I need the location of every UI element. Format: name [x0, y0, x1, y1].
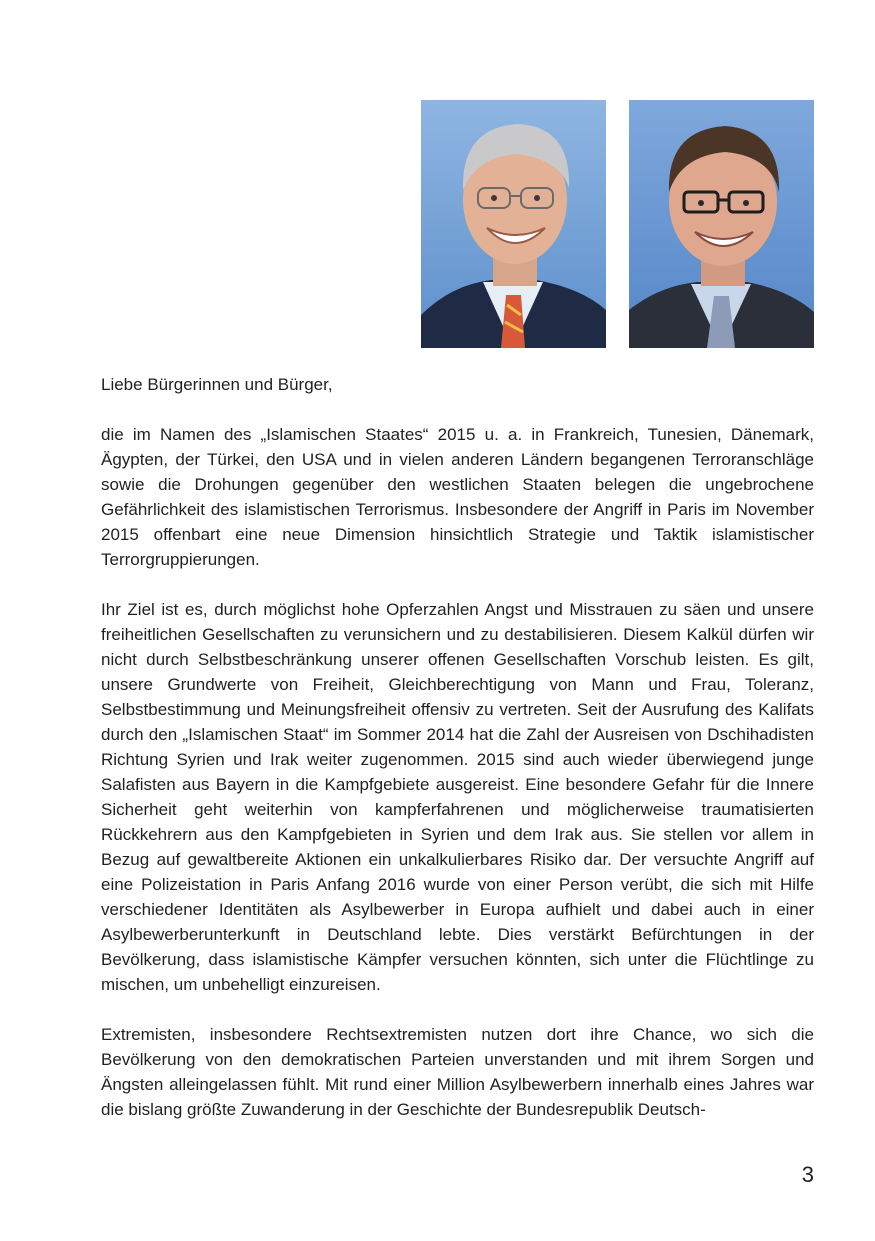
- letter-paragraph-1: die im Namen des „Islamischen Staates“ 2015 u. a. in Frankreich, Tunesien, Dänemark, Ägypten, der Türkei, den USA und in vielen anderen Ländern begangenen Terroranschläge sowie die Drohungen gegenüber den westlichen Staaten belegen die ungebrochene Gefährlichkeit des islamistischen Terrorismus. Insbesondere der Angriff in Paris im November 2015 offenbart eine neue Dimension hinsichtlich Strategie und Taktik islamistischer Terrorgruppierungen.: [101, 425, 814, 569]
- letter-body: [101, 372, 814, 1122]
- letter-paragraph-3: Extremisten, insbesondere Rechtsextremisten nutzen dort ihre Chance, wo sich die Bevölkerung von den demokratischen Parteien unverstanden und mit ihrem Sorgen und Ängsten alleingelassen fühlt. Mit rund einer Million Asylbewerbern innerhalb eines Jahres war die bislang größte Zuwanderung in der Geschichte der Bundesrepublik Deutsch-: [101, 1025, 814, 1119]
- letter-paragraph-2: Ihr Ziel ist es, durch möglichst hohe Opferzahlen Angst und Misstrauen zu säen und unsere freiheitlichen Gesellschaften zu verunsichern und zu destabilisieren. Diesem Kalkül dürfen wir nicht durch Selbstbeschränkung unserer offenen Gesellschaften Vorschub leisten. Es gilt, unsere Grundwerte von Freiheit, Gleichberechtigung von Mann und Frau, Toleranz, Selbstbestimmung und Meinungsfreiheit offensiv zu vertreten. Seit der Ausrufung des Kalifats durch den „Islamischen Staat“ im Sommer 2014 hat die Zahl der Ausreisen von Dschihadisten Richtung Syrien und Irak weiter zugenommen. 2015 sind auch wieder überwiegend junge Salafisten aus Bayern in die Kampfgebiete ausgereist. Eine besondere Gefahr für die Innere Sicherheit geht weiterhin von kampferfahrenen und möglicherweise traumatisierten Rückkehrern aus den Kampfgebieten in Syrien und dem Irak aus. Sie stellen vor allem in Bezug auf gewaltbereite Aktionen ein unkalkulierbares Risiko dar. Der versuchte Angriff auf eine Polizeistation in Paris Anfang 2016 wurde von einer Person verübt, die sich mit Hilfe verschiedener Identitäten als Asylbewerber in Europa aufhielt und dabei auch in einer Asylbewerberunterkunft in Deutschland lebte. Dies verstärkt Befürchtungen in der Bevölkerung, dass islamistische Kämpfer versuchen könnten, sich unter die Flüchtlinge zu mischen, um unbehelligt einzureisen.: [101, 600, 814, 994]
- letter-salutation: Liebe Bürgerinnen und Bürger,: [101, 375, 333, 394]
- person-portrait-icon: [629, 100, 814, 348]
- portrait-photo-1: [421, 100, 606, 348]
- person-portrait-icon: [421, 100, 606, 348]
- portrait-photo-2: [629, 100, 814, 348]
- page-number: 3: [801, 1162, 814, 1187]
